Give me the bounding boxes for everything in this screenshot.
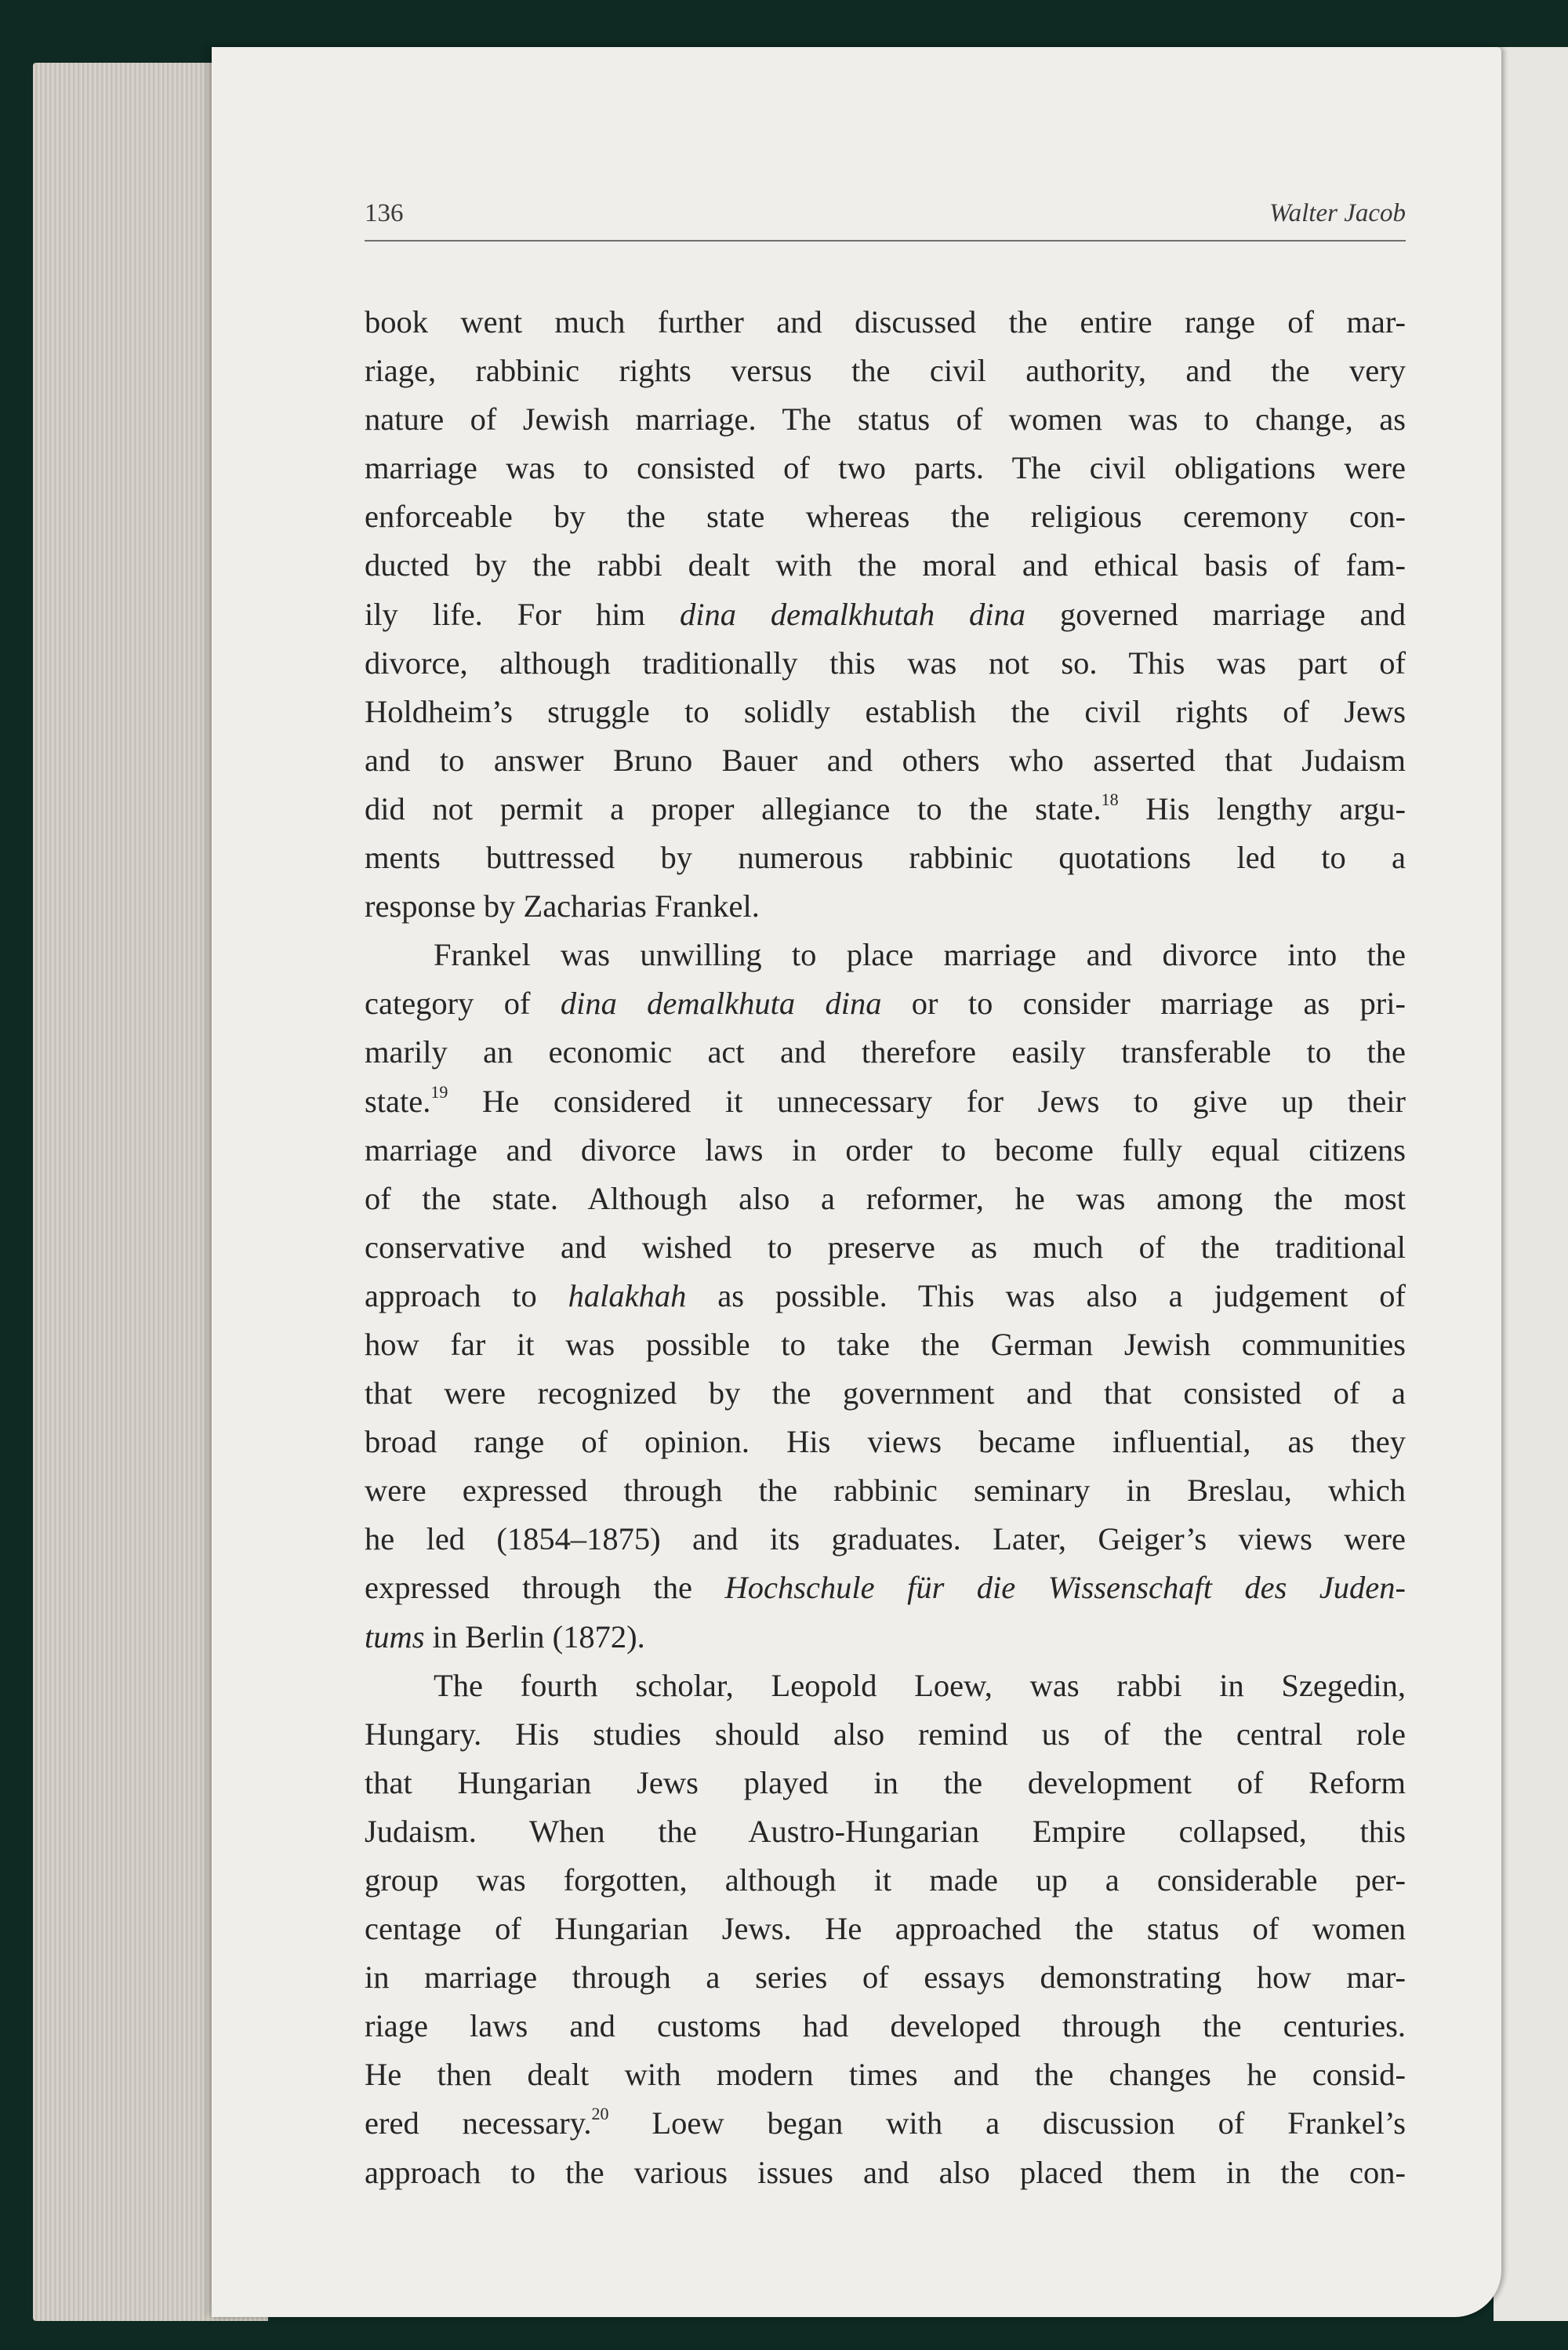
text-run: ered necessary. [365, 2105, 592, 2141]
text-run: divorce, although traditionally this was not so. This was part of [365, 645, 1406, 681]
text-run: state. [365, 1083, 431, 1119]
page-header [365, 199, 1406, 242]
text-run: he led (1854–1875) and its graduates. Later, Geiger’s views were [365, 1521, 1406, 1557]
text-line [365, 2099, 1406, 2148]
text-line [365, 979, 1406, 1028]
footnote-ref: 18 [1101, 789, 1119, 809]
text-run: riage laws and customs had developed through the centuries. [365, 2008, 1406, 2044]
text-line [365, 1466, 1406, 1515]
text-line [365, 1564, 1406, 1612]
text-line [365, 688, 1406, 736]
text-line [365, 541, 1406, 590]
running-head: Walter Jacob [1269, 199, 1406, 227]
text-line [365, 882, 1406, 931]
text-run: category of [365, 986, 561, 1022]
facing-page-edge [1494, 47, 1568, 2321]
text-run: He then dealt with modern times and the changes he consid- [365, 2057, 1406, 2093]
text-line [365, 298, 1406, 347]
text-line [365, 347, 1406, 395]
text-run: were expressed through the rabbinic seminary in Breslau, which [365, 1473, 1406, 1509]
text-line [365, 1613, 1406, 1662]
text-run: that were recognized by the government and that consisted of a [365, 1375, 1406, 1411]
text-run: nature of Jewish marriage. The status of women was to change, as [365, 401, 1406, 438]
text-line [365, 1028, 1406, 1077]
footnote-ref: 20 [591, 2104, 609, 2124]
text-run: in Berlin (1872). [424, 1618, 645, 1654]
text-run: approach to the various issues and also placed them in the con- [365, 2154, 1406, 2190]
text-run: He considered it unnecessary for Jews to give up their [448, 1083, 1406, 1119]
text-run: and to answer Bruno Bauer and others who asserted that Judaism [365, 742, 1406, 778]
text-line [365, 785, 1406, 834]
text-line [365, 1856, 1406, 1905]
text-line [365, 1905, 1406, 1953]
text-run: response by Zacharias Frankel. [365, 888, 760, 924]
text-line [365, 1418, 1406, 1466]
text-line [365, 1759, 1406, 1807]
text-run: Judaism. When the Austro-Hungarian Empire collapsed, this [365, 1813, 1406, 1849]
text-line [365, 444, 1406, 492]
text-line [365, 2050, 1406, 2099]
text-line [365, 1320, 1406, 1369]
text-run: did not permit a proper allegiance to the state. [365, 790, 1102, 826]
text-run: marily an economic act and therefore easily transferable to the [365, 1034, 1406, 1070]
text-run: Holdheim’s struggle to solidly establish the civil rights of Jews [365, 693, 1406, 729]
text-line [365, 1662, 1406, 1710]
text-line [365, 1223, 1406, 1272]
text-run: that Hungarian Jews played in the development of Reform [365, 1764, 1406, 1800]
text-line [365, 590, 1406, 639]
text-run: ducted by the rabbi dealt with the moral and ethical basis of fam- [365, 547, 1406, 583]
italic-term: halakhah [568, 1277, 687, 1313]
text-run: Loew began with a discussion of Frankel’s [608, 2105, 1406, 2141]
italic-term: tums [365, 1618, 425, 1654]
text-run: expressed through the [365, 1570, 725, 1606]
text-run: in marriage through a series of essays demonstrating how mar- [365, 1960, 1406, 1996]
text-run: Hungary. His studies should also remind us of the central role [365, 1716, 1406, 1752]
text-line [365, 1953, 1406, 2002]
page-number: 136 [365, 199, 404, 227]
italic-term: dina demalkhutah dina [679, 596, 1026, 632]
text-line [365, 1710, 1406, 1759]
text-line [365, 492, 1406, 541]
text-line [365, 1272, 1406, 1320]
text-line [365, 639, 1406, 688]
text-line [365, 2002, 1406, 2050]
body-text [365, 298, 1406, 2197]
text-line [365, 1175, 1406, 1223]
text-run: how far it was possible to take the German Jewish communities [365, 1326, 1406, 1362]
text-run: of the state. Although also a reformer, he was among the most [365, 1180, 1406, 1216]
italic-term: Hochschule für die Wissenschaft des Juden- [724, 1570, 1406, 1606]
text-line [365, 395, 1406, 444]
text-run: The fourth scholar, Leopold Loew, was rabbi in Szegedin, [434, 1667, 1406, 1703]
text-run: marriage was to consisted of two parts. The civil obligations were [365, 450, 1406, 486]
italic-term: dina demalkhuta dina [560, 986, 882, 1022]
text-run: book went much further and discussed the entire range of mar- [365, 304, 1406, 340]
text-line [365, 1077, 1406, 1126]
text-run: centage of Hungarian Jews. He approached the status of women [365, 1911, 1406, 1947]
text-run: or to consider marriage as pri- [881, 986, 1406, 1022]
text-run: governed marriage and [1025, 596, 1406, 632]
text-run: group was forgotten, although it made up a considerable per- [365, 1862, 1406, 1898]
text-run: conservative and wished to preserve as much of the traditional [365, 1229, 1406, 1265]
text-run: broad range of opinion. His views became influential, as they [365, 1424, 1406, 1460]
text-run: ments buttressed by numerous rabbinic quotations led to a [365, 840, 1406, 876]
text-run: His lengthy argu- [1118, 790, 1406, 826]
text-line [365, 834, 1406, 882]
text-line [365, 1515, 1406, 1564]
text-run: approach to [365, 1277, 568, 1313]
text-line [365, 736, 1406, 785]
footnote-ref: 19 [430, 1081, 448, 1102]
text-line [365, 2148, 1406, 2197]
text-run: enforceable by the state whereas the religious ceremony con- [365, 499, 1406, 535]
text-line [365, 1369, 1406, 1418]
text-run: marriage and divorce laws in order to become fully equal citizens [365, 1131, 1406, 1168]
text-run: Frankel was unwilling to place marriage and divorce into the [434, 937, 1406, 973]
text-run: riage, rabbinic rights versus the civil authority, and the very [365, 353, 1406, 389]
text-run: as possible. This was also a judgement of [686, 1277, 1406, 1313]
text-line [365, 1807, 1406, 1856]
text-line [365, 931, 1406, 979]
book-page [212, 47, 1501, 2317]
text-run: ily life. For him [365, 596, 680, 632]
text-line [365, 1126, 1406, 1175]
